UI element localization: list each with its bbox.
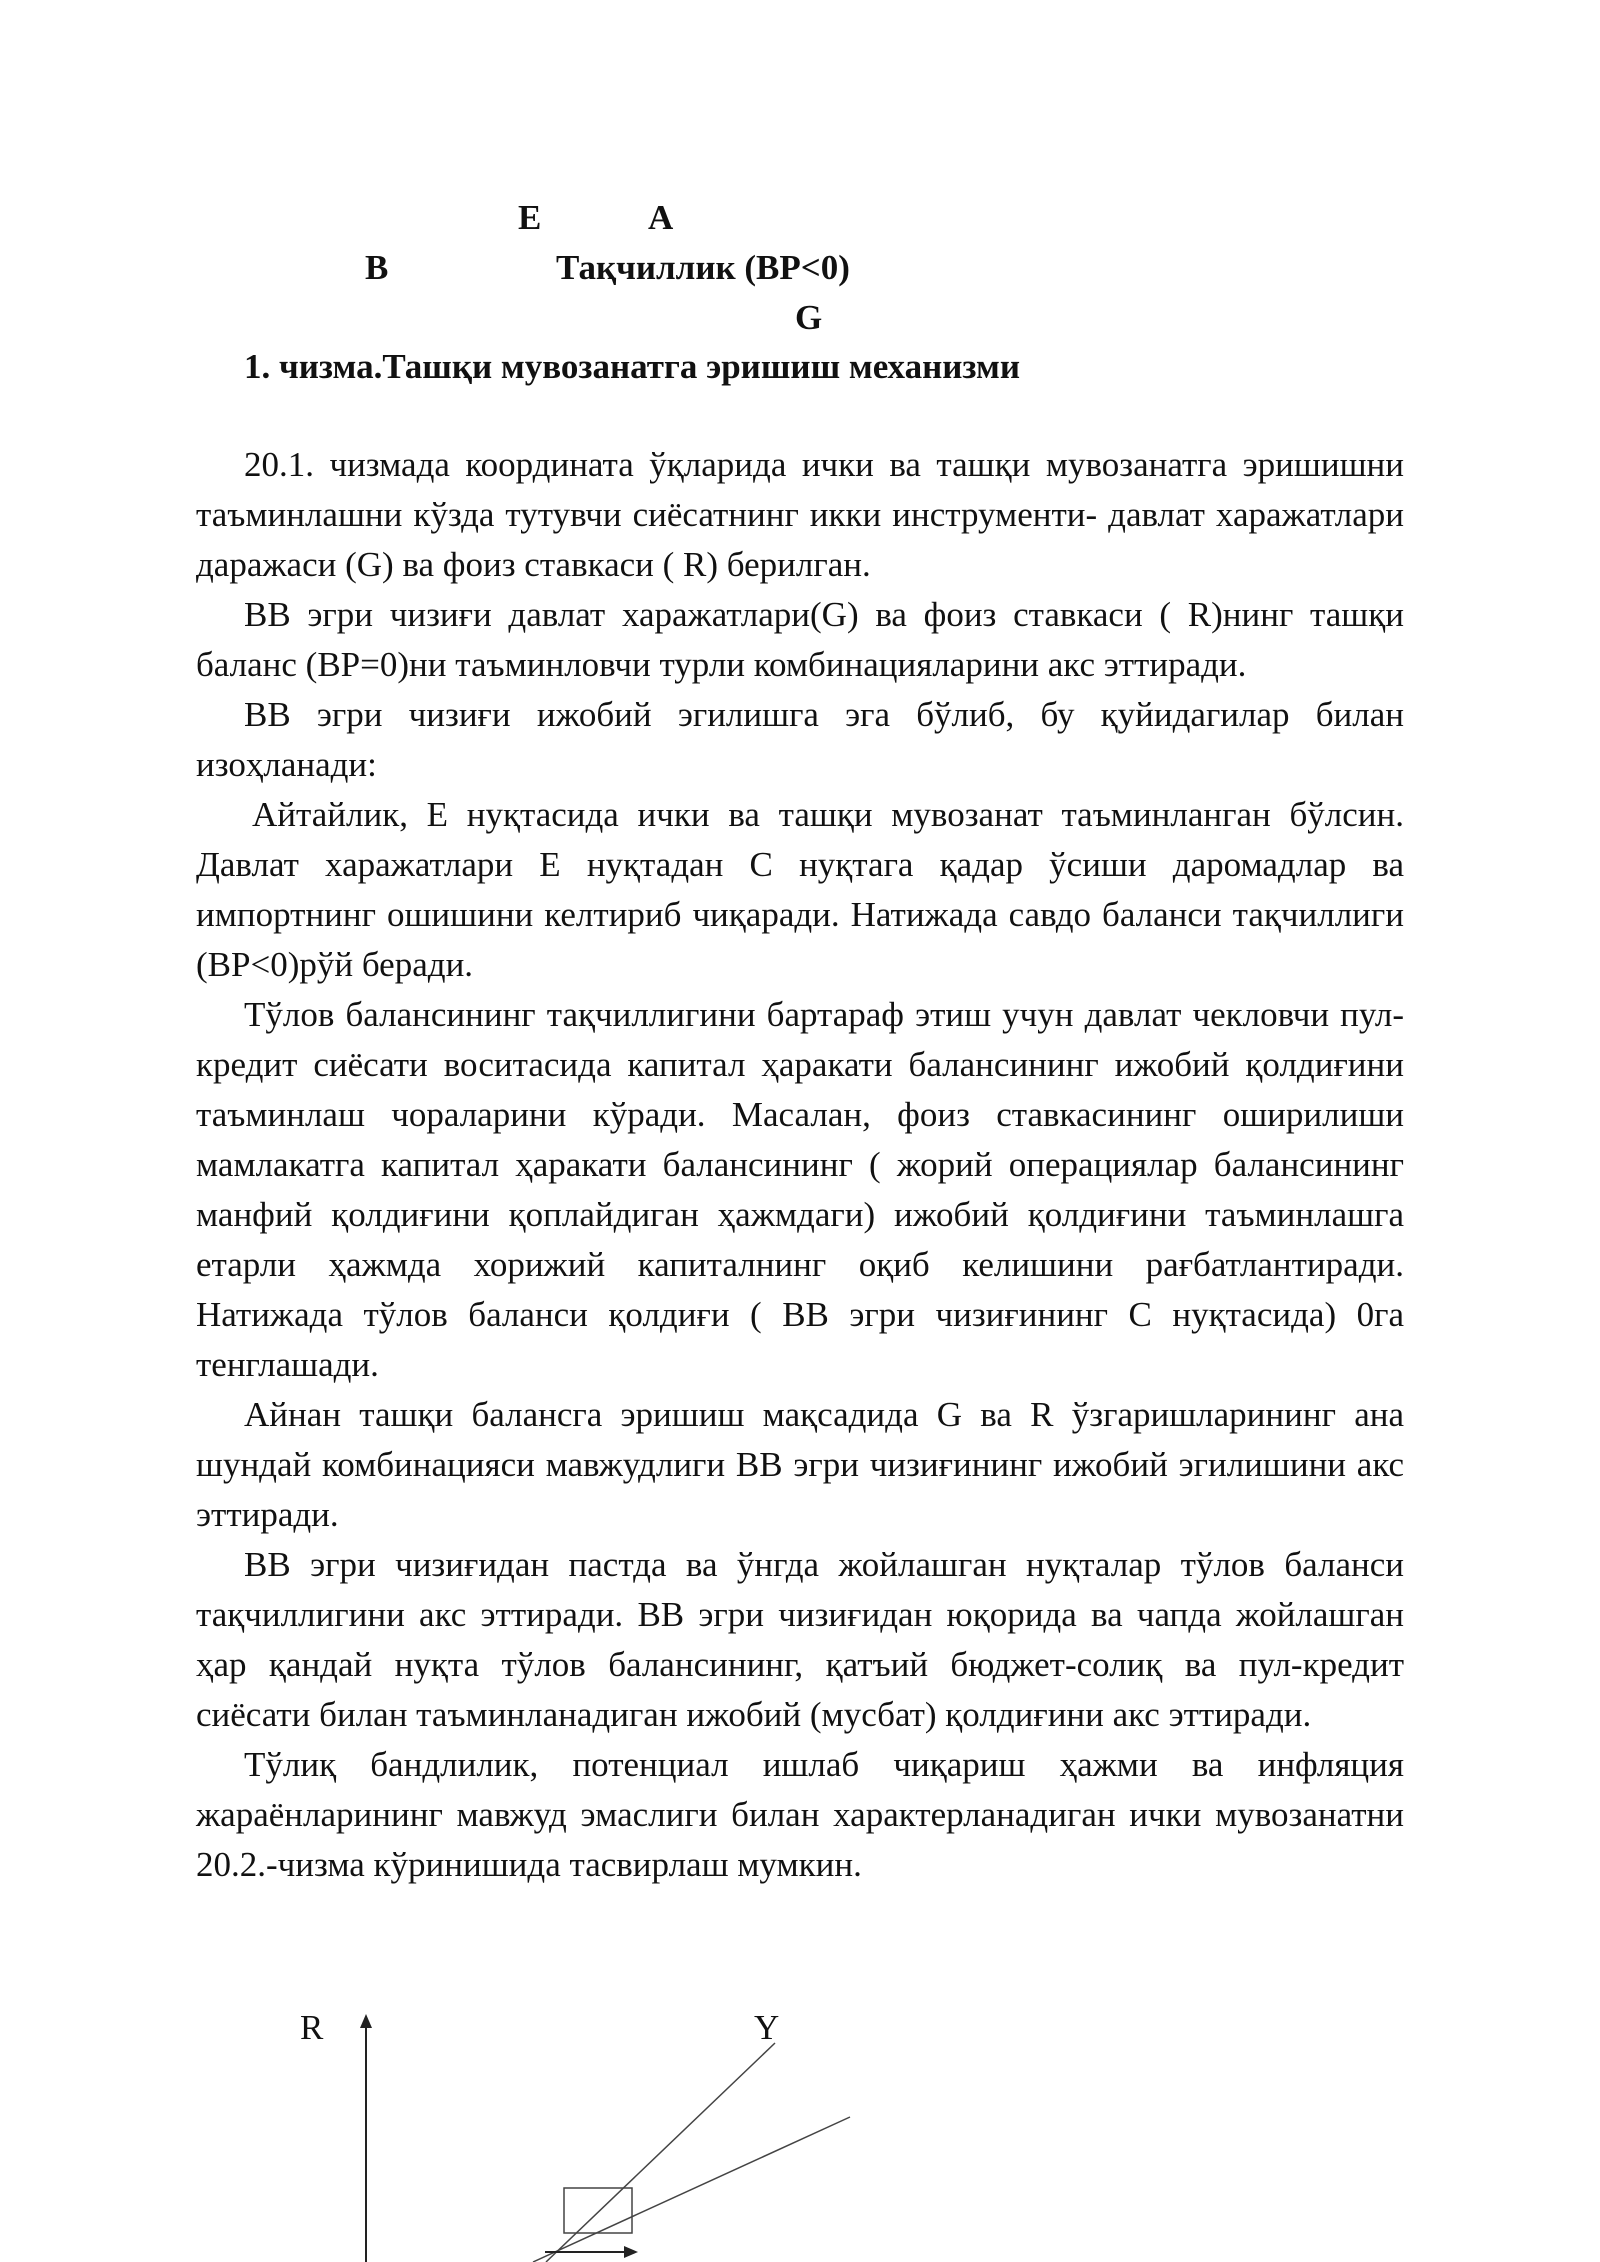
axis-label-g: G (795, 298, 823, 337)
curve-label-y: Y (754, 2008, 780, 2047)
body-text (196, 440, 1404, 1890)
curve-label-b: B (365, 248, 389, 287)
point-label-a: A (648, 198, 674, 237)
paragraph: 20.1. чизмада координата ўқларида ички ва ташқи мувозанатга эришишни таъминлашни кўзда тутувчи сиёсатнинг икки инструменти- давлат харажатлари даражаси (G) ва фоиз ставкаси ( R) берилган. (196, 445, 1404, 584)
point-label-e: E (518, 198, 542, 237)
figure-caption: 1. чизма.Ташқи мувозанатга эришиш механизми (244, 347, 1020, 386)
adjustment-box (564, 2188, 632, 2233)
paragraph: Айнан ташқи балансга эришиш мақсадида G ва R ўзгаришларининг ана шундай комбинацияси мавжудлиги BB эгри чизиғининг ижобий эгилишини акс эттиради. (196, 1395, 1404, 1534)
curve-bb (533, 2117, 850, 2262)
paragraph: BB эгри чизиғи ижобий эгилишга эга бўлиб, бу қуйидагилар билан изоҳланади: (196, 695, 1404, 784)
paragraph: BB эгри чизиғидан пастда ва ўнгда жойлашган нуқталар тўлов баланси тақчиллигини акс эттиради. BB эгри чизиғидан юқорида ва чапда жойлашган ҳар қандай нуқта тўлов балансининг, қатъий бюджет-солиқ ва пул-кредит сиёсати билан таъминланадиган ижобий (мусбат) қолдиғини акс эттиради. (196, 1545, 1404, 1734)
deficit-region-label: Тақчиллик (BP<0) (556, 248, 850, 287)
paragraph: Тўлов балансининг тақчиллигини бартараф этиш учун давлат чекловчи пул-кредит сиёсати воситасида капитал ҳаракати балансининг ижобий қолдиғини таъминлаш чораларини кўради. Масалан, фоиз ставкасининг оширилиши мамлакатга капитал ҳаракати балансининг ( жорий операциялар балансининг манфий қолдиғини қоплайдиган ҳажмдаги) ижобий қолдиғини таъминлашга етарли ҳажмда хорижий капиталнинг оқиб келишини рағбатлантиради. Натижада тўлов баланси қолдиғи ( BB эгри чизиғининг C нуқтасида) 0га тенглашади. (196, 995, 1404, 1384)
y-axis-label: R (300, 2008, 324, 2047)
figure-diagram (240, 1980, 940, 2262)
paragraph: Тўлиқ бандлилик, потенциал ишлаб чиқариш ҳажми ва инфляция жараёнларининг мавжуд эмаслиги билан характерланадиган ички мувозанатни 20.2.-чизма кўринишида тасвирлаш мумкин. (196, 1745, 1404, 1884)
paragraph: BB эгри чизиғи давлат харажатлари(G) ва фоиз ставкаси ( R)нинг ташқи баланс (BP=0)ни таъминловчи турли комбинацияларини акс эттиради. (196, 595, 1404, 684)
curve-yy (546, 2043, 775, 2262)
figure-internal-balance (240, 1980, 940, 2262)
shift-arrow-icon (624, 2246, 638, 2258)
paragraph: Айтайлик, E нуқтасида ички ва ташқи мувозанат таъминланган бўлсин. Давлат харажатлари E нуқтадан C нуқтага қадар ўсиши даромадлар ва импортнинг ошишини келтириб чиқаради. Натижада савдо баланси тақчиллиги (BP<0)рўй беради. (196, 795, 1404, 984)
y-axis-arrow-icon (360, 2014, 372, 2028)
